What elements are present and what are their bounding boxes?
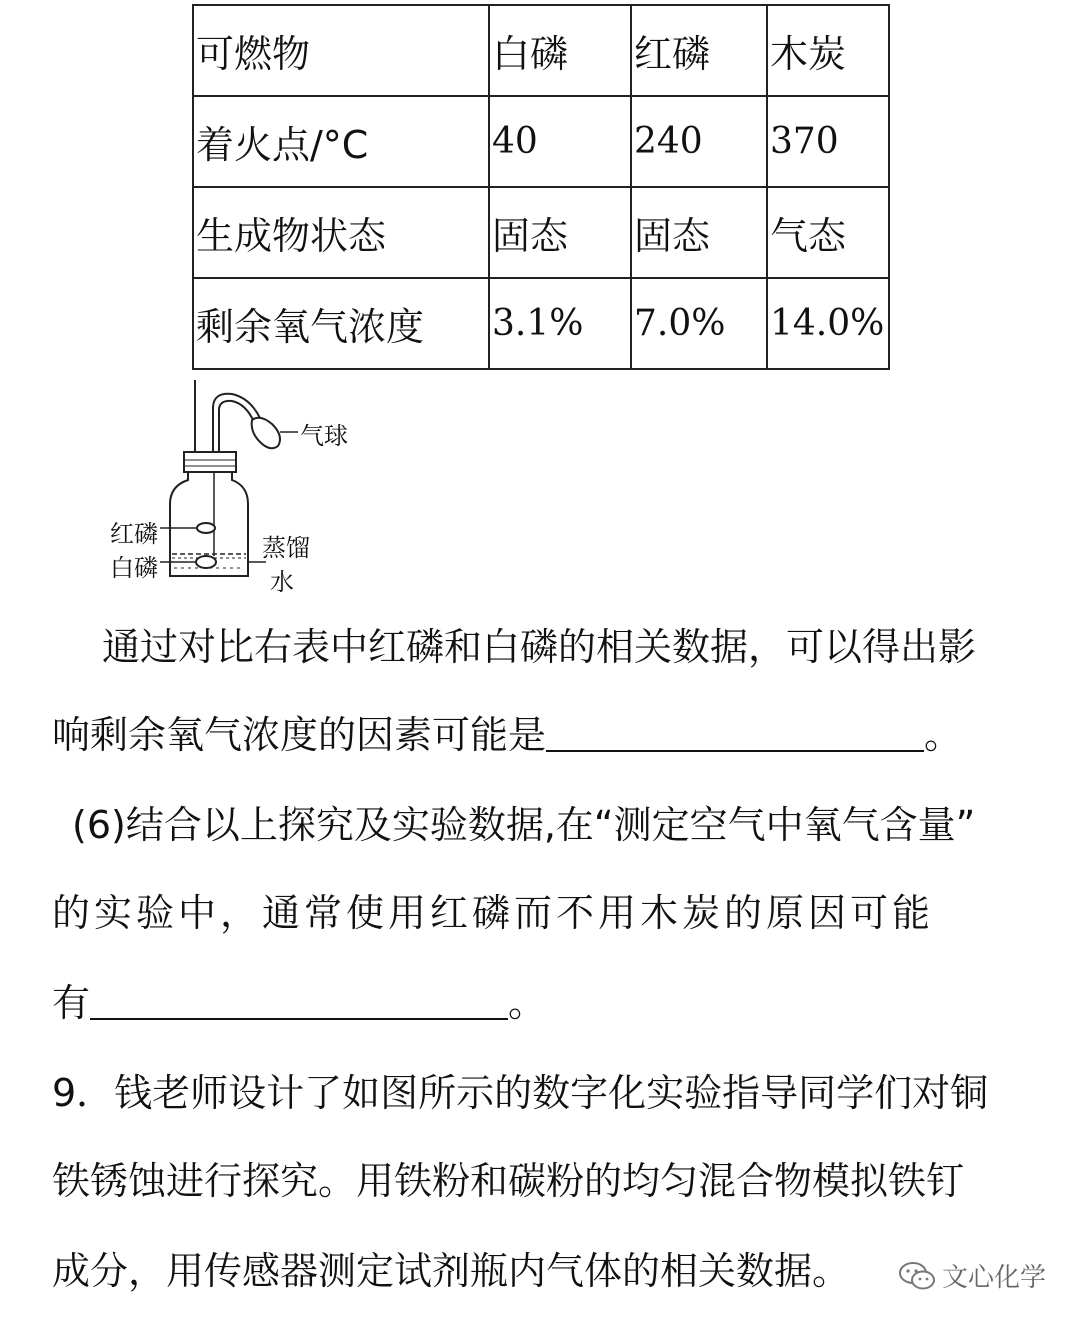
- table-cell: 白磷: [489, 5, 631, 96]
- data-table: [192, 4, 890, 370]
- table-cell: 红磷: [631, 5, 767, 96]
- table-cell: 固态: [631, 187, 767, 278]
- question-9-line: 成分，用传感器测定试剂瓶内气体的相关数据。: [52, 1249, 851, 1293]
- question-6-line: 的实验中，通常使用红磷而不用木炭的原因可能: [52, 891, 935, 935]
- table-row: [193, 187, 889, 278]
- apparatus-figure: [100, 380, 380, 600]
- question-6-line: (6)结合以上探究及实验数据,在“测定空气中氧气含量”: [72, 803, 976, 847]
- paragraph-line: [52, 713, 1042, 757]
- period: 。: [508, 981, 547, 1025]
- table-row: [193, 5, 889, 96]
- paragraph-line: 通过对比右表中红磷和白磷的相关数据，可以得出影: [102, 625, 977, 669]
- table-cell: 7.0%: [631, 278, 767, 369]
- balloon-label: 气球: [300, 422, 348, 450]
- table-row: [193, 96, 889, 187]
- table-cell: 240: [631, 96, 767, 187]
- table-cell: 370: [767, 96, 889, 187]
- watermark-text: 文心化学: [941, 1263, 1046, 1293]
- question-9-line: 9．钱老师设计了如图所示的数字化实验指导同学们对铜: [52, 1071, 989, 1115]
- white-phosphorus-label: 白磷: [110, 554, 158, 582]
- table-cell: 木炭: [767, 5, 889, 96]
- red-phosphorus-label: 红磷: [110, 520, 158, 548]
- question-text: 响剩余氧气浓度的因素可能是: [52, 713, 547, 757]
- table-cell: 生成物状态: [193, 187, 489, 278]
- answer-blank: [90, 984, 508, 1020]
- answer-blank: [546, 716, 924, 752]
- question-9-line: 铁锈蚀进行探究。用铁粉和碳粉的均匀混合物模拟铁钉: [52, 1159, 965, 1203]
- table-cell: 气态: [767, 187, 889, 278]
- table-row: [193, 278, 889, 369]
- table-cell: 40: [489, 96, 631, 187]
- table-cell: 可燃物: [193, 5, 489, 96]
- period: 。: [924, 713, 963, 757]
- watermark: [898, 1257, 1046, 1294]
- question-6-line: [52, 981, 1042, 1025]
- table-cell: 3.1%: [489, 278, 631, 369]
- distilled-water-label-2: 水: [270, 568, 294, 596]
- question-text: 有: [52, 981, 91, 1025]
- table-cell: 剩余氧气浓度: [193, 278, 489, 369]
- distilled-water-label: 蒸馏: [262, 534, 310, 562]
- wechat-icon: [898, 1260, 936, 1292]
- table-cell: 固态: [489, 187, 631, 278]
- table-cell: 着火点/°C: [193, 96, 489, 187]
- table-cell: 14.0%: [767, 278, 889, 369]
